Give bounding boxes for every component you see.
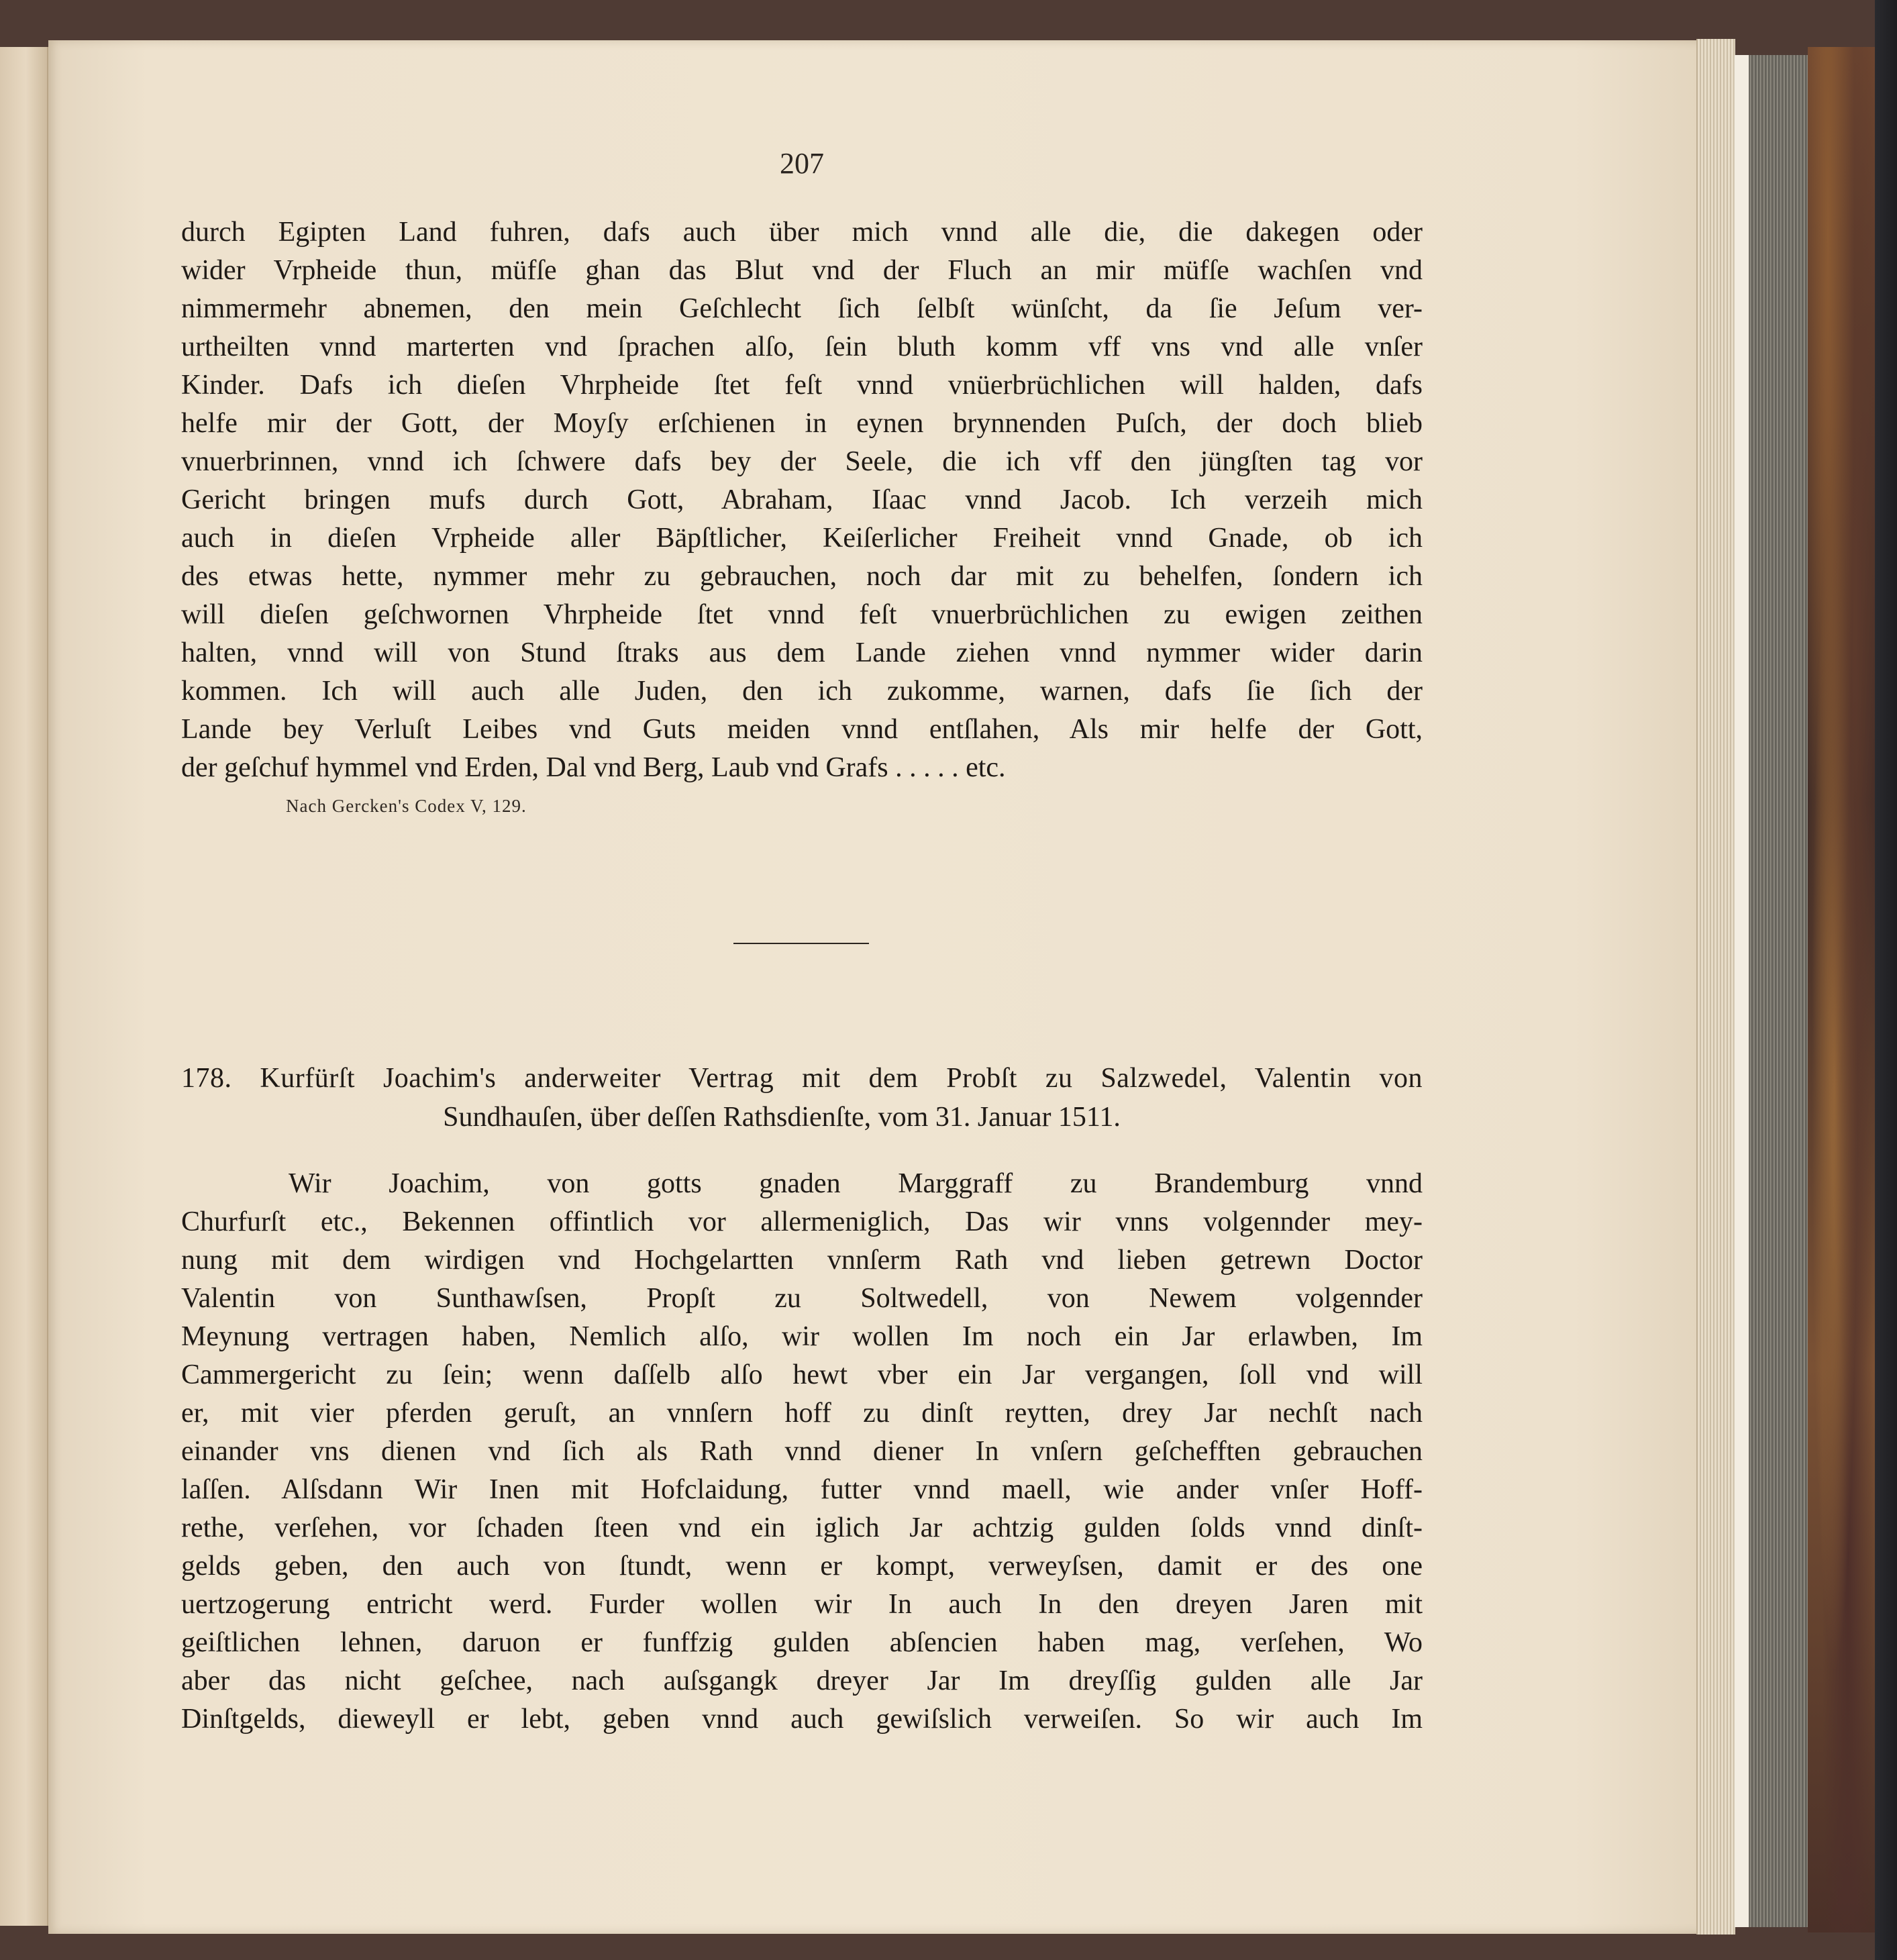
text-line: Meynung vertragen haben, Nemlich alſo, wir wollen Im noch ein Jar erlawben, Im: [181, 1321, 1423, 1352]
text-line: Dinſtgelds, dieweyll er lebt, geben vnnd auch gewiſslich verweiſen. So wir auch Im: [181, 1704, 1423, 1735]
text-line: geiſtlichen lehnen, daruon er funffzig gulden abſencien haben mag, verſehen, Wo: [181, 1627, 1423, 1658]
text-line: Cammergericht zu ſein; wenn daſſelb alſo hewt vber ein Jar vergangen, ſoll vnd will: [181, 1359, 1423, 1390]
text-line: nung mit dem wirdigen vnd Hochgelartten vnnſerm Rath vnd lieben getrewn Doctor: [181, 1245, 1423, 1276]
text-line: rethe, verſehen, vor ſchaden ſteen vnd ein iglich Jar achtzig gulden ſolds vnnd dinſt-: [181, 1512, 1423, 1543]
facing-page-edge: [0, 47, 48, 1926]
text-line: Lande bey Verluſt Leibes vnd Guts meiden vnnd entſlahen, Als mir helfe der Gott,: [181, 714, 1423, 745]
text-line: Churfurſt etc., Bekennen offintlich vor allermeniglich, Das wir vnns volgennder mey-: [181, 1206, 1423, 1237]
text-line: durch Egipten Land fuhren, dafs auch über mich vnnd alle die, die dakegen oder: [181, 217, 1423, 248]
heading-line: Sundhauſen, über deſſen Rathsdienſte, vom 31. Januar 1511.: [443, 1102, 1121, 1133]
text-line: auch in dieſen Vrpheide aller Bäpſtlicher, Keiſerlicher Freiheit vnnd Gnade, ob ich: [181, 523, 1423, 554]
text-line: kommen. Ich will auch alle Juden, den ich zukomme, warnen, dafs ſie ſich der: [181, 676, 1423, 707]
page-stack-edge: [1696, 39, 1735, 1935]
marbled-cover: [1808, 47, 1875, 1932]
text-line: des etwas hette, nymmer mehr zu gebrauchen, noch dar mit zu behelfen, ſondern ich: [181, 561, 1423, 592]
text-line: er, mit vier pferden geruſt, an vnnſern hoff zu dinſt reytten, drey Jar nechſt nach: [181, 1398, 1423, 1429]
text-line: gelds geben, den auch von ſtundt, wenn er kompt, verweyſsen, damit er des one: [181, 1551, 1423, 1582]
text-line: Valentin von Sunthawſsen, Propſt zu Soltwedell, von Newem volgennder: [181, 1283, 1423, 1314]
section-divider: [733, 943, 869, 944]
document-body: [181, 1165, 1423, 1739]
text-line: halten, vnnd will von Stund ſtraks aus dem Lande ziehen vnnd nymmer wider darin: [181, 637, 1423, 668]
background-strip: [1875, 0, 1897, 1960]
text-line: Wir Joachim, von gotts gnaden Marggraff zu Brandemburg vnnd: [289, 1168, 1423, 1199]
text-line: Gericht bringen mufs durch Gott, Abraham, Iſaac vnnd Jacob. Ich verzeih mich: [181, 484, 1423, 515]
text-line: uertzogerung entricht werd. Furder wollen wir In auch In den dreyen Jaren mit: [181, 1589, 1423, 1620]
text-line: helfe mir der Gott, der Moyſy erſchienen in eynen brynnenden Puſch, der doch blieb: [181, 408, 1423, 439]
oath-paragraph: [181, 213, 1423, 787]
text-line: der geſchuf hymmel vnd Erden, Dal vnd Berg, Laub vnd Grafs . . . . . etc.: [181, 752, 1006, 783]
endpaper-strip: [1734, 55, 1749, 1927]
text-line: laſſen. Alſsdann Wir Inen mit Hofclaidung, futter vnnd maell, wie ander vnſer Hoff-: [181, 1474, 1423, 1505]
text-block-edge: [1749, 55, 1808, 1927]
text-line: wider Vrpheide thun, müfſe ghan das Blut vnd der Fluch an mir müfſe wachſen vnd: [181, 255, 1423, 286]
text-line: will dieſen geſchwornen Vhrpheide ſtet vnnd feſt vnuerbrüchlichen zu ewigen zeithen: [181, 599, 1423, 630]
text-line: aber das nicht geſchee, nach auſsgangk dreyer Jar Im dreyſſig gulden alle Jar: [181, 1665, 1423, 1696]
text-line: nimmermehr abnemen, den mein Geſchlecht ſich ſelbſt wünſcht, da ſie Jeſum ver-: [181, 293, 1423, 324]
page-number: 207: [780, 147, 824, 180]
text-line: urtheilten vnnd marterten vnd ſprachen alſo, ſein bluth komm vff vns vnd alle vnſer: [181, 331, 1423, 362]
source-note: Nach Gercken's Codex V, 129.: [286, 796, 527, 816]
document-heading: [181, 1059, 1423, 1137]
text-line: vnuerbrinnen, vnnd ich ſchwere dafs bey der Seele, die ich vff den jüngſten tag vor: [181, 446, 1423, 477]
text-line: einander vns dienen vnd ſich als Rath vnnd diener In vnſern geſchefften gebrauchen: [181, 1436, 1423, 1467]
text-line: Kinder. Dafs ich dieſen Vhrpheide ſtet feſt vnnd vnüerbrüchlichen will halden, dafs: [181, 370, 1423, 401]
heading-line: 178. Kurfürſt Joachim's anderweiter Vertrag mit dem Probſt zu Salzwedel, Valentin von: [181, 1063, 1423, 1094]
